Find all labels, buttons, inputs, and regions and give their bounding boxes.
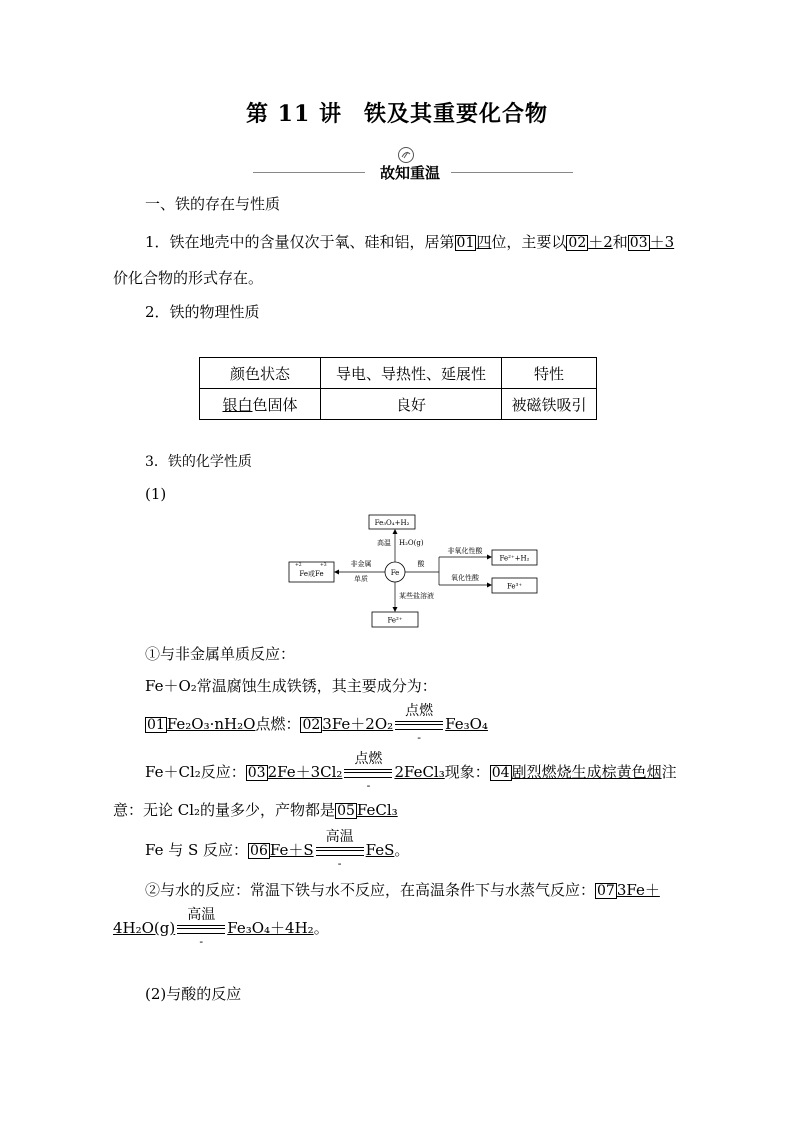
blank-number: 01: [456, 235, 475, 251]
blank-number: 01: [147, 717, 165, 733]
condition-label: 某些盐溶液: [399, 592, 434, 600]
answer: 2FeCl₃: [394, 763, 445, 781]
condition-label: 高温: [377, 539, 391, 547]
answer: ＋3: [649, 233, 675, 251]
svg-text:+2: +2: [295, 563, 302, 568]
answer: 02 3Fe＋2O₂: [302, 715, 394, 733]
reaction-arrow: 高温 -: [316, 841, 364, 861]
reaction-line: 4H₂O(g) 高温 - Fe₃O₄＋4H₂。: [113, 907, 329, 948]
product-label: Fe³⁺: [506, 582, 523, 591]
blank-number: 02: [302, 717, 321, 733]
blank-number: 07: [597, 883, 615, 899]
condition-label: 非金属: [350, 560, 372, 568]
blank-number: 03: [629, 235, 648, 251]
reaction-arrow: 点燃 -: [344, 763, 392, 783]
table-header: 导电、导热性、延展性: [321, 358, 502, 389]
item-label: (1): [145, 485, 167, 503]
condition-label: 非氧化性酸: [447, 547, 483, 555]
answer: 四: [476, 233, 492, 251]
page-title: [0, 97, 794, 128]
answer: 04 剧烈燃烧生成棕黄色烟: [491, 763, 662, 781]
answer: 07 3Fe＋: [597, 881, 660, 899]
condition-label: H₂O(g): [399, 539, 424, 547]
reaction-line: 意：无论 Cl₂的量多少，产物都是 05 FeCl₃: [113, 801, 398, 819]
answer: FeS: [365, 841, 395, 859]
answer: Fe₃O₄＋4H₂: [227, 919, 314, 937]
table-header: 特性: [502, 358, 597, 389]
section-banner: [253, 146, 573, 186]
answer: 03 2Fe＋3Cl₂: [247, 763, 343, 781]
iron-reaction-diagram: [287, 512, 539, 630]
table-header: 颜色状态: [200, 358, 321, 389]
reaction-line: Fe 与 S 反应： 06 Fe＋S 高温 - FeS。: [145, 829, 410, 870]
product-label: Fe₃O₄+H₂: [374, 519, 410, 527]
table-cell: 银白色固体: [200, 389, 321, 420]
section-heading: 一、铁的存在与性质: [145, 195, 281, 213]
reaction-line: ②与水的反应：常温下铁与水不反应，在高温条件下与水蒸气反应： 07 3Fe＋: [145, 881, 660, 899]
banner-line-right: [451, 172, 573, 173]
condition-label: 酸: [417, 560, 425, 568]
banner-line-left: [253, 172, 365, 173]
blank-number: 05: [337, 803, 355, 819]
blank-number: 03: [247, 765, 266, 781]
blank-number: 06: [250, 843, 268, 859]
answer: 06 Fe＋S: [250, 841, 314, 859]
product-label: Fe²⁺+H₂: [499, 554, 530, 563]
product-label: Fe²⁺: [387, 616, 403, 625]
lecture-number: 第 11 讲: [246, 101, 342, 127]
iron-label: Fe: [390, 569, 400, 577]
table-header-row: [200, 358, 597, 389]
answer: ＋2: [588, 233, 613, 251]
subheading: (2)与酸的反应: [145, 985, 242, 1003]
reaction-arrow: 高温 -: [177, 919, 225, 939]
subheading: 2．铁的物理性质: [145, 303, 260, 321]
reaction-line: Fe＋Cl₂反应： 03 2Fe＋3Cl₂ 点燃 - 2FeCl₃现象： 04 剧烈燃烧生成棕黄色烟注: [145, 751, 677, 792]
table-cell: 良好: [321, 389, 502, 420]
paragraph-1-cont: 价化合物的形式存在。: [113, 269, 264, 287]
subheading: 3．铁的化学性质: [145, 454, 252, 470]
blank-number: 04: [491, 765, 510, 781]
answer: Fe₃O₄: [445, 715, 488, 733]
svg-text:+3: +3: [320, 563, 327, 568]
answer: 05 FeCl₃: [337, 801, 398, 819]
product-label: Fe或Fe: [299, 570, 324, 578]
banner-label: 故知重温: [379, 164, 440, 182]
condition-label: 氧化性酸: [451, 574, 479, 582]
blank-number: 02: [568, 235, 587, 251]
answer: 01 Fe₂O₃·nH₂O: [147, 715, 256, 733]
table-row: [200, 389, 597, 420]
lecture-topic: 铁及其重要化合物: [363, 101, 548, 127]
answer: 4H₂O(g): [113, 919, 176, 937]
reaction-line: 01 Fe₂O₃·nH₂O点燃： 02 3Fe＋2O₂ 点燃 - Fe₃O₄: [147, 703, 488, 744]
paragraph-1: 1．铁在地壳中的含量仅次于氧、硅和铝，居第 01 四位，主要以 02 ＋2和 03 ＋3: [145, 233, 675, 251]
condition-label: 单质: [354, 575, 368, 583]
reaction-heading: ①与非金属单质反应：: [145, 645, 296, 663]
reaction-text: Fe＋O₂常温腐蚀生成铁锈，其主要成分为：: [145, 677, 437, 695]
table-cell: 被磁铁吸引: [502, 389, 597, 420]
physical-properties-table: [199, 357, 597, 420]
reaction-arrow: 点燃 -: [395, 715, 443, 735]
